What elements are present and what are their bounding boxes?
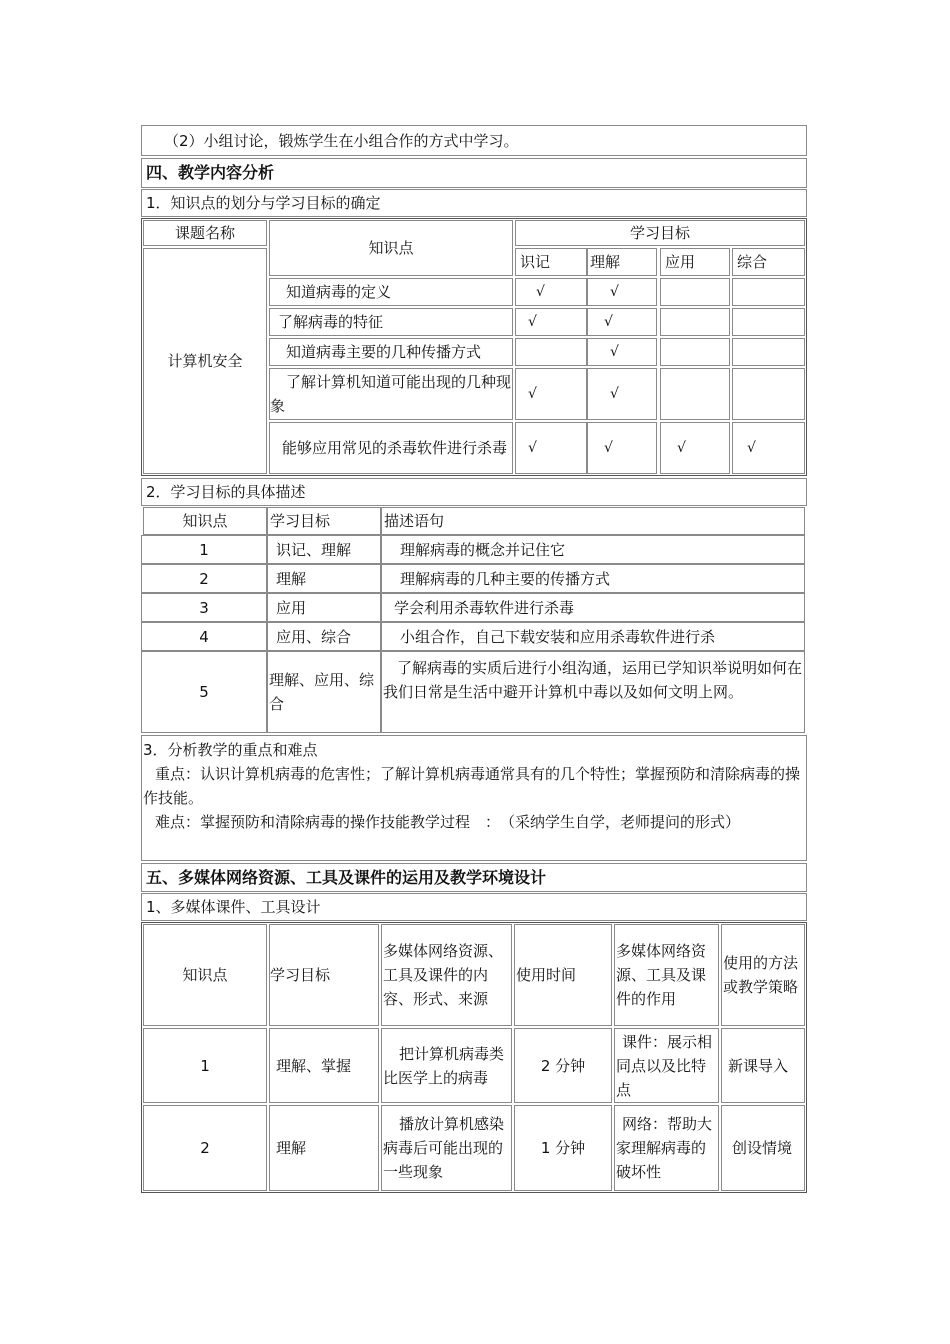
table2-row5-goal-text: 理解、应用、综合 <box>269 671 375 713</box>
section4-sub2-text: 2．学习目标的具体描述 <box>146 483 306 501</box>
difficulties-text: 难点：掌握预防和清除病毒的操作技能教学过程 ： （采纳学生自学，老师提问的形式） <box>155 813 741 831</box>
table2-row2-desc <box>381 564 805 593</box>
table1-topic-text: 计算机安全 <box>167 352 243 370</box>
table3-row1-time <box>514 1028 612 1103</box>
check-mark: √ <box>610 344 619 360</box>
table1-header-g4-text: 综合 <box>737 253 768 271</box>
table3-header-goal-text: 学习目标 <box>270 966 331 984</box>
table3-header-point-text: 知识点 <box>182 966 228 984</box>
table1-row4-g1 <box>515 368 587 420</box>
section4-sub3-text: 3．分析教学的重点和难点 <box>143 741 318 759</box>
table3-row1-content-text: 把计算机病毒类比医学上的病毒 <box>383 1044 505 1087</box>
table1-row5-g3 <box>660 422 730 474</box>
check-mark: √ <box>677 440 686 456</box>
table2-row2-n <box>141 564 267 593</box>
table2-header-goal-text: 学习目标 <box>270 512 331 530</box>
table3-header-content-text: 多媒体网络资源、工具及课件的内容、形式、来源 <box>383 942 504 1008</box>
table1-row5-point-text: 能够应用常见的杀毒软件进行杀毒 <box>282 439 508 457</box>
table2-header-point <box>143 507 267 535</box>
table3-header-method <box>721 924 805 1026</box>
table2-row2-desc-text: 理解病毒的几种主要的传播方式 <box>400 569 611 588</box>
table3-row2-role <box>614 1105 719 1191</box>
table1-row3-point <box>269 338 513 366</box>
table1-row2-g1 <box>515 308 587 336</box>
table2-row2-n-text: 2 <box>199 569 209 588</box>
section5-title <box>141 863 807 892</box>
table1-row4-g2 <box>587 368 657 420</box>
table2-row4-goal-text: 应用、综合 <box>276 627 352 646</box>
section4-sub2 <box>141 478 807 506</box>
table3-row2-n-text: 2 <box>200 1139 210 1157</box>
table1-row2-g4 <box>732 308 805 336</box>
table3-row1-content <box>381 1028 512 1103</box>
table3-row2-role-text: 网络：帮助大家理解病毒的破坏性 <box>616 1115 713 1181</box>
top-line <box>141 125 807 156</box>
table2-row1-n <box>141 535 267 564</box>
table3-row1-time-text: 2 分钟 <box>540 1056 586 1075</box>
table1-row2-g2 <box>587 308 657 336</box>
table1-row5-g2 <box>587 422 657 474</box>
section4-title <box>141 158 807 188</box>
table2-row1-desc <box>381 535 805 564</box>
table1-header-point <box>269 220 513 276</box>
table2-row3-n-text: 3 <box>199 598 209 617</box>
table1-row4-g4 <box>732 368 805 420</box>
table2-row5-n-text: 5 <box>199 683 209 701</box>
table2-row4-desc <box>381 622 805 651</box>
table1-row3-g4 <box>732 338 805 366</box>
table1-row5-g1 <box>515 422 587 474</box>
table1-header-g2 <box>587 248 657 276</box>
table3-row2-time <box>514 1105 612 1191</box>
check-mark: √ <box>604 440 613 456</box>
table2-row5-goal <box>267 651 381 733</box>
table2-row3-goal-text: 应用 <box>276 598 307 617</box>
table3-header-time-text: 使用时间 <box>516 966 577 984</box>
table1-header-g1 <box>515 248 587 276</box>
check-mark: √ <box>528 386 537 402</box>
section4-sub1-text: 1．知识点的划分与学习目标的确定 <box>146 194 381 212</box>
section4-sub3-block <box>141 735 807 861</box>
table2-row1-desc-text: 理解病毒的概念并记住它 <box>400 540 566 559</box>
table1-header-point-text: 知识点 <box>368 239 414 257</box>
table3-header-role-text: 多媒体网络资源、工具及课件的作用 <box>616 942 707 1008</box>
table3-row2-content-text: 播放计算机感染病毒后可能出现的一些现象 <box>383 1115 505 1181</box>
table1-row2-point-text: 了解病毒的特征 <box>278 313 384 331</box>
table2-row3-desc-text: 学会利用杀毒软件进行杀毒 <box>394 598 575 617</box>
table1-row5-g4 <box>732 422 805 474</box>
table1-header-goal-text: 学习目标 <box>629 224 690 242</box>
check-mark: √ <box>528 440 537 456</box>
table2-row4-n <box>141 622 267 651</box>
section5-title-text: 五、多媒体网络资源、工具及课件的运用及教学环境设计 <box>146 867 547 887</box>
table1-row1-point <box>269 278 513 306</box>
table1-header-g3 <box>660 248 730 276</box>
table1-header-g1-text: 识记 <box>520 253 551 271</box>
table3-header-role <box>614 924 719 1026</box>
table1-row4-point <box>269 368 513 420</box>
table3-header-point <box>143 924 267 1026</box>
table3-header-content <box>381 924 512 1026</box>
section5-sub1 <box>141 893 807 921</box>
table2-row2-goal-text: 理解 <box>276 569 307 588</box>
section4-title-text: 四、教学内容分析 <box>146 163 275 182</box>
table1-row3-g3 <box>660 338 730 366</box>
table3-row1-role <box>614 1028 719 1103</box>
table1-row2-point <box>269 308 513 336</box>
table2-header-point-text: 知识点 <box>182 512 228 530</box>
table3-header-method-text: 使用的方法或教学策略 <box>723 954 799 996</box>
table1-row1-g4 <box>732 278 805 306</box>
table1-row1-g2 <box>587 278 657 306</box>
table1-row1-g1 <box>515 278 587 306</box>
table3-row2-method <box>721 1105 805 1191</box>
table2-row4-goal <box>267 622 381 651</box>
table1-row2-g3 <box>660 308 730 336</box>
table1-row4-g3 <box>660 368 730 420</box>
table1-header-g3-text: 应用 <box>665 253 696 271</box>
table1-row3-point-text: 知道病毒主要的几种传播方式 <box>286 343 482 361</box>
table1-row3-g1 <box>515 338 587 366</box>
table3-header-time <box>514 924 612 1026</box>
table3-row2-goal-text: 理解 <box>276 1139 307 1157</box>
table2-row1-goal-text: 识记、理解 <box>276 540 352 559</box>
table3-row2-goal <box>269 1105 379 1191</box>
table3-row1-goal-text: 理解、掌握 <box>276 1056 352 1075</box>
top-line-text: （2）小组讨论，锻炼学生在小组合作的方式中学习。 <box>164 131 519 150</box>
table2-row2-goal <box>267 564 381 593</box>
table3-row1-goal <box>269 1028 379 1103</box>
table2-row3-goal <box>267 593 381 622</box>
section5-sub1-text: 1、多媒体课件、工具设计 <box>146 898 321 916</box>
table1-row5-point <box>269 422 513 474</box>
check-mark: √ <box>747 440 756 456</box>
table1-row3-g2 <box>587 338 657 366</box>
table1-header-topic-text: 课题名称 <box>174 224 235 242</box>
table2-row1-goal <box>267 535 381 564</box>
table1-header-g4 <box>732 248 805 276</box>
table3-row2-content <box>381 1105 512 1191</box>
key-points-text: 重点：认识计算机病毒的危害性；了解计算机病毒通常具有的几个特性；掌握预防和清除病毒的操作技能。 <box>143 765 801 807</box>
section4-sub1 <box>141 189 807 217</box>
table2-header-goal <box>267 507 381 535</box>
table1-row1-point-text: 知道病毒的定义 <box>286 283 392 301</box>
table3-row2-n <box>143 1105 267 1191</box>
check-mark: √ <box>528 314 537 330</box>
table3-row1-n-text: 1 <box>200 1056 210 1075</box>
table2-row1-n-text: 1 <box>199 540 209 559</box>
check-mark: √ <box>536 284 545 300</box>
table3-row2-method-text: 创设情境 <box>732 1139 793 1157</box>
check-mark: √ <box>610 386 619 402</box>
table3-row2-time-text: 1 分钟 <box>540 1139 586 1157</box>
table2-row5-n <box>141 651 267 733</box>
check-mark: √ <box>604 314 613 330</box>
table3-row1-n <box>143 1028 267 1103</box>
table1-row4-point-text: 了解计算机知道可能出现的几种现象 <box>270 373 512 415</box>
table2-row3-n <box>141 593 267 622</box>
table3-row1-method <box>721 1028 805 1103</box>
table3-row1-method-text: 新课导入 <box>728 1056 789 1075</box>
table2-row5-desc <box>381 651 805 733</box>
table2-row4-desc-text: 小组合作，自己下载安装和应用杀毒软件进行杀 <box>400 627 716 646</box>
table3-header-goal <box>269 924 379 1026</box>
table2-row3-desc <box>381 593 805 622</box>
table2-row5-desc-text: 了解病毒的实质后进行小组沟通，运用已学知识举说明如何在我们日常是生活中避开计算机中毒以及如何文明上网。 <box>383 659 803 701</box>
table1-header-topic <box>143 220 267 246</box>
table1-header-g2-text: 理解 <box>590 253 621 271</box>
table1-header-goal <box>515 220 805 246</box>
table2-header-desc-text: 描述语句 <box>384 512 445 530</box>
table3-row1-role-text: 课件：展示相同点以及比特点 <box>616 1032 713 1099</box>
check-mark: √ <box>610 284 619 300</box>
table1-row1-g3 <box>660 278 730 306</box>
table2-row4-n-text: 4 <box>199 627 209 646</box>
table1-topic-cell <box>143 248 267 474</box>
table2-header-desc <box>381 507 805 535</box>
